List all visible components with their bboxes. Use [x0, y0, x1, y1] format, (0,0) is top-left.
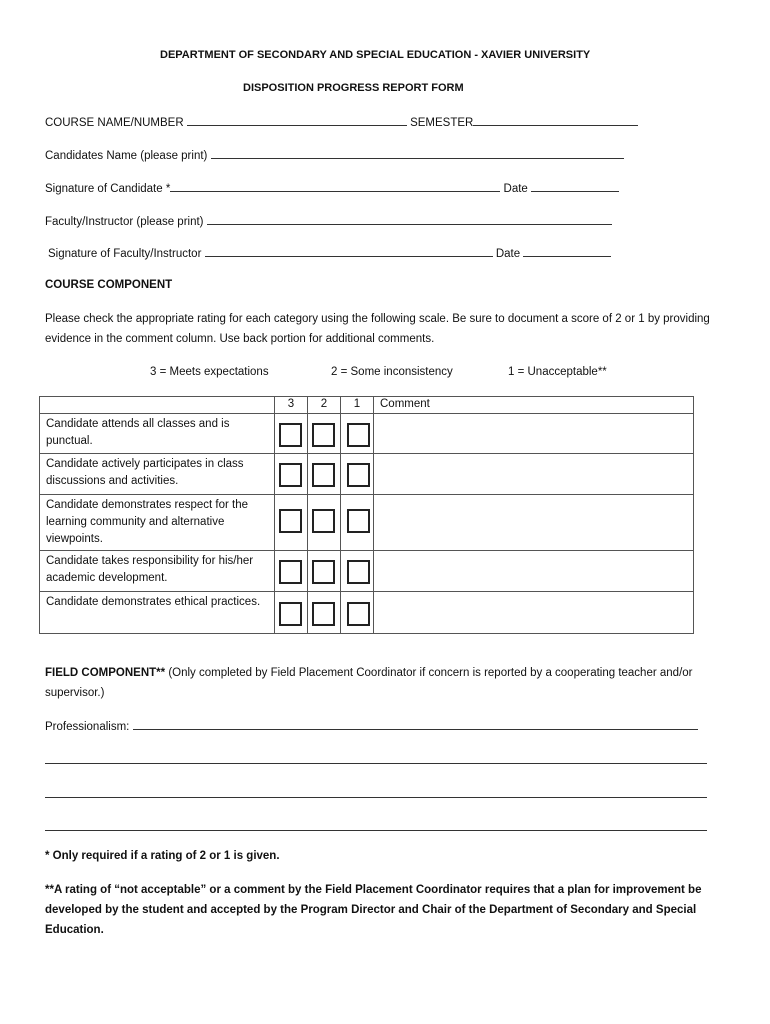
- table-row: [40, 592, 694, 634]
- rating-1-checkbox[interactable]: [347, 463, 370, 487]
- col-1-header: 1: [341, 397, 374, 414]
- course-component-heading: COURSE COMPONENT: [45, 279, 173, 291]
- criterion-label: Candidate actively participates in class discussions and activities.: [40, 454, 275, 495]
- candidate-signature-input-line[interactable]: [170, 181, 500, 192]
- footnote-1: * Only required if a rating of 2 or 1 is given.: [45, 850, 280, 862]
- criterion-label: Candidate attends all classes and is punctual.: [40, 414, 275, 454]
- rating-1-checkbox[interactable]: [347, 509, 370, 533]
- semester-input-line[interactable]: [473, 115, 638, 126]
- department-title: DEPARTMENT OF SECONDARY AND SPECIAL EDUCATION - XAVIER UNIVERSITY: [160, 49, 591, 61]
- course-input-line[interactable]: [187, 115, 407, 126]
- table-header-row: [40, 397, 694, 414]
- faculty-signature-row: [48, 246, 611, 260]
- scale-1: 1 = Unacceptable**: [508, 366, 607, 378]
- criterion-label: Candidate takes responsibility for his/her academic development.: [40, 551, 275, 592]
- rating-2-checkbox[interactable]: [312, 560, 335, 584]
- comment-cell[interactable]: [374, 551, 694, 592]
- candidate-name-label: Candidates Name (please print): [45, 150, 208, 162]
- field-component-note: (Only completed by Field Placement Coordinator if concern is reported by a cooperating teacher and/or supervisor.): [45, 667, 693, 699]
- field-component-heading: FIELD COMPONENT**: [45, 667, 166, 679]
- table-row: [40, 551, 694, 592]
- col-2-header: 2: [308, 397, 341, 414]
- rating-1-checkbox[interactable]: [347, 602, 370, 626]
- candidate-name-input-line[interactable]: [211, 148, 624, 159]
- course-component-instructions: Please check the appropriate rating for each category using the following scale. Be sure to document a score of 2 or 1 by providing evidence in the comment column. Use back portion for additional comments.: [45, 313, 710, 345]
- comment-cell[interactable]: [374, 414, 694, 454]
- faculty-signature-input-line[interactable]: [205, 246, 493, 257]
- rating-1-checkbox[interactable]: [347, 560, 370, 584]
- rating-2-checkbox[interactable]: [312, 602, 335, 626]
- faculty-label: Faculty/Instructor (please print): [45, 216, 204, 228]
- col-3-header: 3: [275, 397, 308, 414]
- professionalism-line-3[interactable]: [45, 797, 707, 798]
- table-row: [40, 454, 694, 495]
- table-row: [40, 414, 694, 454]
- rating-1-checkbox[interactable]: [347, 423, 370, 447]
- footnote-2: **A rating of “not acceptable” or a comment by the Field Placement Coordinator requires that a plan for improvement be developed by the student and accepted by the Program Director and Chair of the Department of Secondary and Special Education.: [45, 884, 702, 936]
- candidate-signature-row: [45, 181, 619, 195]
- rating-2-checkbox[interactable]: [312, 463, 335, 487]
- faculty-row: [45, 214, 612, 228]
- date-input-line-1[interactable]: [531, 181, 619, 192]
- professionalism-row: [45, 719, 698, 733]
- date-input-line-2[interactable]: [523, 246, 611, 257]
- field-component-paragraph: [45, 663, 735, 703]
- rating-3-checkbox[interactable]: [279, 560, 302, 584]
- table-row: [40, 495, 694, 551]
- rating-3-checkbox[interactable]: [279, 463, 302, 487]
- criterion-label: Candidate demonstrates ethical practices.: [40, 592, 275, 634]
- professionalism-label: Professionalism:: [45, 721, 130, 733]
- rating-2-checkbox[interactable]: [312, 423, 335, 447]
- scale-2: 2 = Some inconsistency: [331, 366, 453, 378]
- faculty-signature-label: Signature of Faculty/Instructor: [48, 248, 202, 260]
- scale-3: 3 = Meets expectations: [150, 366, 269, 378]
- semester-label: SEMESTER: [410, 117, 474, 129]
- course-field-row: [45, 115, 638, 129]
- rating-3-checkbox[interactable]: [279, 602, 302, 626]
- criteria-header: [40, 397, 275, 414]
- professionalism-line-2[interactable]: [45, 763, 707, 764]
- comment-cell[interactable]: [374, 454, 694, 495]
- form-title: DISPOSITION PROGRESS REPORT FORM: [243, 82, 464, 94]
- course-label: COURSE NAME/NUMBER: [45, 117, 184, 129]
- rating-3-checkbox[interactable]: [279, 423, 302, 447]
- rating-2-checkbox[interactable]: [312, 509, 335, 533]
- ratings-table: [39, 396, 694, 634]
- candidate-signature-label: Signature of Candidate *: [45, 183, 171, 195]
- professionalism-line-4[interactable]: [45, 830, 707, 831]
- comment-cell[interactable]: [374, 592, 694, 634]
- comment-header: Comment: [374, 397, 694, 414]
- criterion-label: Candidate demonstrates respect for the learning community and alternative viewpoints.: [40, 495, 275, 551]
- faculty-input-line[interactable]: [207, 214, 612, 225]
- rating-3-checkbox[interactable]: [279, 509, 302, 533]
- candidate-name-row: [45, 148, 624, 162]
- date-label-1: Date: [503, 183, 528, 195]
- comment-cell[interactable]: [374, 495, 694, 551]
- professionalism-input-line[interactable]: [133, 719, 698, 730]
- date-label-2: Date: [495, 248, 521, 260]
